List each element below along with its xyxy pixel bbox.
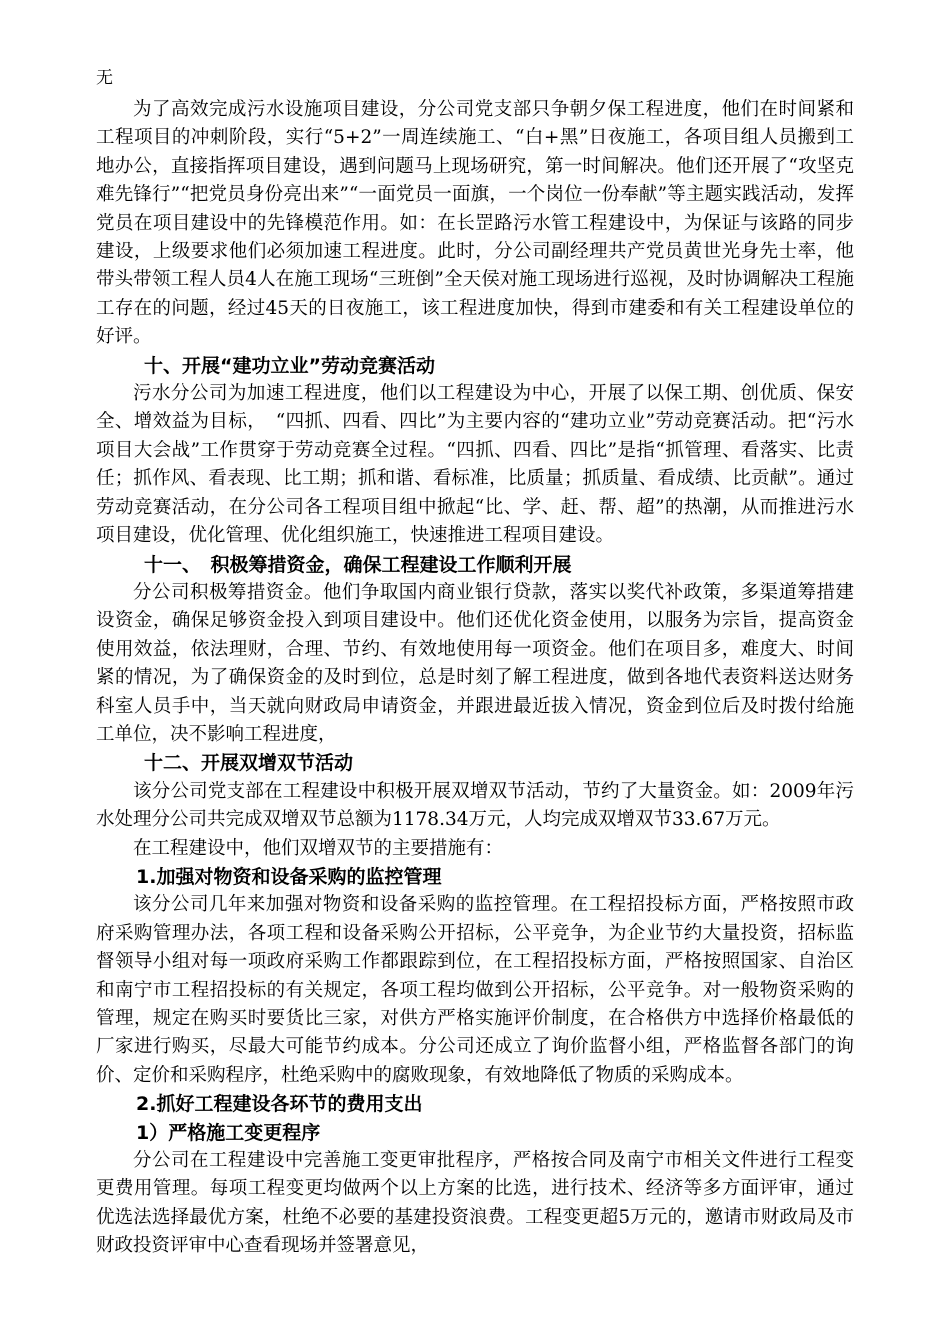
heading-section-11: 十一、 积极筹措资金，确保工程建设工作顺利开展 <box>144 553 572 576</box>
page-header-label: 无 <box>96 68 113 88</box>
document-body <box>96 96 854 1261</box>
paragraph-measures-intro: 在工程建设中，他们双增双节的主要措施有： <box>133 837 504 859</box>
subheading-change-procedure: 1）严格施工变更程序 <box>136 1121 321 1144</box>
paragraph-labor-competition: 污水分公司为加速工程进度，他们以工程建设为中心，开展了以保工期、创优质、保安全、增效益为目标， “四抓、四看、四比”为主要内容的“建功立业”劳动竞赛活动。把“污水项目大会战”工作贯穿于劳动竞赛全过程。“四抓、四看、四比”是指“抓管理、看落实、比责任；抓作风、看表现、比工期；抓和谐、看标准，比质量；抓质量、看成绩、比贡献”。通过劳动竞赛活动，在分公司各工程项目组中掀起“比、学、赶、帮、超”的热潮，从而推进污水项目建设，优化管理、优化组织施工，快速推进工程项目建设。 <box>96 383 854 547</box>
heading-section-12: 十二、开展双增双节活动 <box>144 752 354 775</box>
subheading-cost-control: 2.抓好工程建设各环节的费用支出 <box>136 1093 423 1116</box>
heading-section-10: 十、开展“建功立业”劳动竞赛活动 <box>144 354 435 377</box>
paragraph-project-progress: 为了高效完成污水设施项目建设，分公司党支部只争朝夕保工程进度，他们在时间紧和工程项目的冲刺阶段，实行“5+2”一周连续施工、“白+黑”日夜施工，各项目组人员搬到工地办公，直接指挥项目建设，遇到问题马上现场研究，第一时间解决。他们还开展了“攻坚克难先锋行”“把党员身份亮出来”“一面党员一面旗，一个岗位一份奉献”等主题实践活动，发挥党员在项目建设中的先锋模范作用。如：在长罡路污水管工程建设中，为保证与该路的同步建设，上级要求他们必须加速工程进度。此时，分公司副经理共产党员黄世光身先士率，他带头带领工程人员4人在施工现场“三班倒”全天侯对施工现场进行巡视，及时协调解决工程施工存在的问题，经过45天的日夜施工，该工程进度加快，得到市建委和有关工程建设单位的好评。 <box>96 99 854 348</box>
paragraph-double-increase: 该分公司党支部在工程建设中积极开展双增双节活动，节约了大量资金。如：2009年污水处理分公司共完成双增双节总额为1178.34万元，人均完成双增双节33.67万元。 <box>96 780 854 831</box>
paragraph-change-procedure: 分公司在工程建设中完善施工变更审批程序，严格按合同及南宁市相关文件进行工程变更费用管理。每项工程变更均做两个以上方案的比选，进行技术、经济等多方面评审，通过优选法选择最优方案，杜绝不必要的基建投资浪费。工程变更超5万元的，邀请市财政局及市财政投资评审中心查看现场并签署意见， <box>96 1150 854 1257</box>
paragraph-procurement: 该分公司几年来加强对物资和设备采购的监控管理。在工程招投标方面，严格按照市政府采购管理办法，各项工程和设备采购公开招标，公平竞争，为企业节约大量投资，招标监督领导小组对每一项政府采购工作都跟踪到位，在工程招投标方面，严格按照国家、自治区和南宁市工程招投标的有关规定，各项工程均做到公开招标，公平竞争。对一般物资采购的管理，规定在购买时要货比三家，对供方严格实施评价制度，在合格供方中选择价格最低的厂家进行购买，尽最大可能节约成本。分公司还成立了询价监督小组，严格监督各部门的询价、定价和采购程序，杜绝采购中的腐败现象，有效地降低了物质的采购成本。 <box>96 894 854 1086</box>
paragraph-fund-raising: 分公司积极筹措资金。他们争取国内商业银行贷款，落实以奖代补政策，多渠道筹措建设资金，确保足够资金投入到项目建设中。他们还优化资金使用，以服务为宗旨，提高资金使用效益，依法理财，合理、节约、有效地使用每一项资金。他们在项目多，难度大、时间紧的情况，为了确保资金的及时到位，总是时刻了解工程进度，做到各地代表资料送达财务科室人员手中，当天就向财政局申请资金，并跟进最近拔入情况，资金到位后及时拨付给施工单位，决不影响工程进度， <box>96 581 854 745</box>
subheading-procurement: 1.加强对物资和设备采购的监控管理 <box>136 865 442 888</box>
